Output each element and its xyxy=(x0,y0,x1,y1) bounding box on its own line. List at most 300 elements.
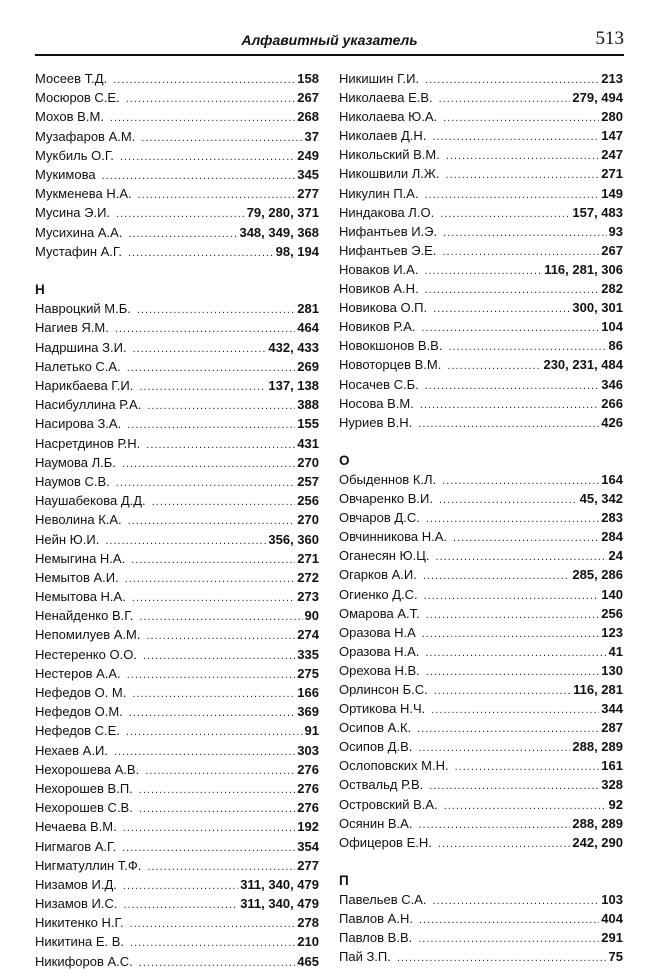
index-entry xyxy=(35,512,319,531)
index-entry xyxy=(339,166,623,185)
entry-name: Носова В.М. xyxy=(339,395,414,411)
entry-pages: 282 xyxy=(601,281,623,297)
index-entry xyxy=(339,644,623,663)
page-number: 513 xyxy=(595,28,624,49)
entry-name: Оразова Н.А xyxy=(339,624,416,640)
dot-leader xyxy=(115,323,295,335)
index-entry xyxy=(35,781,319,800)
dot-leader xyxy=(429,780,599,792)
index-entry xyxy=(339,510,623,529)
dot-leader xyxy=(129,707,296,719)
entry-name: Нестеров А.А. xyxy=(35,665,121,681)
entry-name: Носачев С.Б. xyxy=(339,376,419,392)
index-entry xyxy=(35,723,319,742)
entry-name: Ненайденко В.Г. xyxy=(35,608,134,624)
index-entry xyxy=(35,244,319,263)
entry-pages: 278 xyxy=(297,915,319,931)
entry-name: Нечаева В.М. xyxy=(35,819,117,835)
entry-pages: 98, 194 xyxy=(275,243,319,259)
index-entry xyxy=(35,378,319,397)
entry-name: Павельев С.А. xyxy=(339,892,427,908)
dot-leader xyxy=(139,611,302,623)
entry-pages: 271 xyxy=(601,166,623,182)
entry-name: Немытов А.И. xyxy=(35,569,119,585)
index-entry xyxy=(339,816,623,835)
index-entry xyxy=(339,625,623,644)
entry-name: Никошвили Л.Ж. xyxy=(339,166,440,182)
entry-pages: 303 xyxy=(297,742,319,758)
index-entry xyxy=(339,319,623,338)
dot-leader xyxy=(147,630,296,642)
index-entry xyxy=(35,225,319,244)
entry-pages: 93 xyxy=(608,223,623,239)
entry-pages: 267 xyxy=(601,242,623,258)
entry-name: Огарков А.И. xyxy=(339,567,417,583)
entry-pages: 346 xyxy=(601,376,623,392)
entry-pages: 276 xyxy=(297,800,319,816)
dot-leader xyxy=(433,303,570,315)
index-entry xyxy=(35,743,319,762)
entry-pages: 283 xyxy=(601,510,623,526)
entry-pages: 41 xyxy=(608,643,623,659)
dot-leader xyxy=(122,842,295,854)
entry-name: Непомилуев А.М. xyxy=(35,627,141,643)
index-entry xyxy=(339,281,623,300)
dot-leader xyxy=(139,784,296,796)
entry-name: Немыгина Н.А. xyxy=(35,550,126,566)
entry-name: Наумова Л.Б. xyxy=(35,454,116,470)
entry-name: Мукимова xyxy=(35,166,96,182)
dot-leader xyxy=(127,362,296,374)
entry-pages: 311, 340, 479 xyxy=(240,896,319,912)
dot-leader xyxy=(442,246,599,258)
entry-pages: 130 xyxy=(601,662,623,678)
entry-name: Орехова Н.В. xyxy=(339,662,420,678)
dot-leader xyxy=(436,551,607,563)
index-entry xyxy=(339,797,623,816)
entry-pages: 75 xyxy=(608,949,623,965)
dot-leader xyxy=(447,360,541,372)
entry-name: Нигмагов А.Г. xyxy=(35,838,117,854)
index-entry xyxy=(339,147,623,166)
index-entry xyxy=(339,777,623,796)
index-entry xyxy=(35,666,319,685)
dot-leader xyxy=(128,228,237,240)
dot-leader xyxy=(424,265,542,277)
entry-name: Нейн Ю.И. xyxy=(35,531,100,547)
dot-leader xyxy=(139,803,295,815)
dot-leader xyxy=(419,914,599,926)
entry-name: Мосеев Т.Д. xyxy=(35,71,108,86)
dot-leader xyxy=(422,628,600,640)
entry-pages: 267 xyxy=(297,90,319,106)
entry-pages: 354 xyxy=(297,838,319,854)
dot-leader xyxy=(131,554,295,566)
entry-pages: 213 xyxy=(601,71,623,86)
index-entry xyxy=(339,682,623,701)
index-entry xyxy=(35,532,319,551)
dot-leader xyxy=(438,838,571,850)
entry-name: Николаева Е.В. xyxy=(339,90,433,106)
entry-pages: 45, 342 xyxy=(579,491,623,507)
index-entry xyxy=(339,529,623,548)
entry-pages: 291 xyxy=(601,930,623,946)
dot-leader xyxy=(425,380,600,392)
index-entry xyxy=(339,357,623,376)
entry-pages: 161 xyxy=(601,758,623,774)
dot-leader xyxy=(128,515,296,527)
index-entry xyxy=(339,720,623,739)
index-entry xyxy=(339,71,623,90)
entry-pages: 269 xyxy=(297,358,319,374)
entry-pages: 369 xyxy=(297,704,319,720)
entry-name: Мукменева Н.А. xyxy=(35,186,132,202)
dot-leader xyxy=(125,573,296,585)
entry-name: Немытова Н.А. xyxy=(35,589,126,605)
entry-pages: 285, 286 xyxy=(572,567,623,583)
index-entry xyxy=(339,243,623,262)
entry-pages: 388 xyxy=(297,397,319,413)
entry-pages: 256 xyxy=(601,605,623,621)
entry-name: Неволина К.А. xyxy=(35,512,122,528)
index-entry xyxy=(35,589,319,608)
entry-name: Мусина Э.И. xyxy=(35,205,111,221)
entry-name: Огиенко Д.С. xyxy=(339,586,418,602)
entry-pages: 123 xyxy=(601,624,623,640)
entry-name: Овчаров Д.С. xyxy=(339,510,420,526)
entry-pages: 279, 494 xyxy=(572,90,623,106)
entry-pages: 432, 433 xyxy=(268,339,319,355)
index-entry xyxy=(339,338,623,357)
dot-leader xyxy=(418,933,599,945)
entry-name: Нестеренко О.О. xyxy=(35,646,137,662)
entry-pages: 271 xyxy=(297,550,319,566)
entry-pages: 300, 301 xyxy=(572,300,623,316)
entry-pages: 270 xyxy=(297,512,319,528)
entry-name: Осянин В.А. xyxy=(339,815,413,831)
entry-name: Никитенко Н.Г. xyxy=(35,915,124,931)
entry-pages: 116, 281, 306 xyxy=(544,261,623,277)
index-entry xyxy=(339,262,623,281)
dot-leader xyxy=(443,227,606,239)
index-entry xyxy=(35,167,319,186)
entry-pages: 276 xyxy=(297,780,319,796)
index-entry xyxy=(35,416,319,435)
dot-leader xyxy=(127,669,296,681)
dot-leader xyxy=(122,458,295,470)
dot-leader xyxy=(116,208,245,220)
dot-leader xyxy=(145,765,295,777)
blank-line xyxy=(35,263,319,282)
entry-pages: 140 xyxy=(601,586,623,602)
entry-pages: 90 xyxy=(304,608,319,624)
dot-leader xyxy=(126,93,296,105)
entry-pages: 328 xyxy=(601,777,623,793)
entry-name: Новиков Р.А. xyxy=(339,319,416,335)
entry-name: Надршина З.И. xyxy=(35,339,127,355)
entry-pages: 404 xyxy=(601,911,623,927)
dot-leader xyxy=(152,496,296,508)
entry-pages: 242, 290 xyxy=(572,834,623,850)
entry-pages: 192 xyxy=(297,819,319,835)
dot-leader xyxy=(425,647,606,659)
entry-name: Налетько С.А. xyxy=(35,358,121,374)
dot-leader xyxy=(426,513,599,525)
entry-name: Николаев Д.Н. xyxy=(339,128,427,144)
entry-name: Нифантьев И.Э. xyxy=(339,223,438,239)
index-entry xyxy=(35,877,319,896)
dot-leader xyxy=(114,746,295,758)
index-entry xyxy=(35,109,319,128)
dot-leader xyxy=(102,170,296,182)
entry-name: Мустафин А.Г. xyxy=(35,243,122,259)
entry-pages: 158 xyxy=(297,71,319,86)
index-entry xyxy=(35,570,319,589)
entry-name: Новикова О.П. xyxy=(339,300,428,316)
index-entry xyxy=(339,90,623,109)
entry-pages: 288, 289 xyxy=(572,739,623,755)
entry-pages: 287 xyxy=(601,720,623,736)
entry-pages: 147 xyxy=(601,128,623,144)
index-entry xyxy=(339,567,623,586)
dot-leader xyxy=(137,304,295,316)
dot-leader xyxy=(141,132,302,144)
letter-heading: О xyxy=(339,452,350,468)
entry-name: Осипов А.К. xyxy=(339,720,412,736)
dot-leader xyxy=(132,592,295,604)
entry-name: Нефедов О. М. xyxy=(35,685,127,700)
entry-pages: 344 xyxy=(601,701,623,717)
entry-name: Овчинникова Н.А. xyxy=(339,529,448,545)
entry-name: Наушабекова Д.Д. xyxy=(35,493,146,509)
entry-name: Павлов В.В. xyxy=(339,930,413,946)
index-entry xyxy=(35,934,319,953)
entry-name: Никишин Г.И. xyxy=(339,71,420,86)
entry-name: Музафаров А.М. xyxy=(35,128,136,144)
entry-pages: 164 xyxy=(601,471,623,487)
entry-pages: 268 xyxy=(297,109,319,125)
index-entry xyxy=(35,340,319,359)
index-entry xyxy=(35,627,319,646)
entry-pages: 356, 360 xyxy=(268,531,319,547)
index-entry xyxy=(35,205,319,224)
entry-name: Нарикбаева Г.И. xyxy=(35,378,134,393)
entry-name: Низамов И.С. xyxy=(35,896,118,912)
entry-name: Наумов С.В. xyxy=(35,473,110,489)
entry-name: Нехорошев В.П. xyxy=(35,780,133,796)
dot-leader xyxy=(443,112,599,124)
index-entry xyxy=(339,415,623,434)
blank-line xyxy=(339,854,623,873)
dot-leader xyxy=(446,169,600,181)
index-entry xyxy=(35,551,319,570)
index-entry xyxy=(339,949,623,968)
dot-leader xyxy=(147,861,295,873)
entry-name: Никольский В.М. xyxy=(339,147,440,163)
dot-leader xyxy=(105,535,266,547)
index-entry xyxy=(339,186,623,205)
index-entry xyxy=(339,663,623,682)
index-entry xyxy=(339,377,623,396)
index-entry xyxy=(339,911,623,930)
dot-leader xyxy=(139,381,266,393)
dot-leader xyxy=(126,726,303,738)
dot-leader xyxy=(123,880,238,892)
entry-name: Нуриев В.Н. xyxy=(339,414,413,430)
entry-pages: 24 xyxy=(608,548,623,564)
index-entry xyxy=(35,819,319,838)
dot-leader xyxy=(423,570,571,582)
entry-pages: 104 xyxy=(601,319,623,335)
dot-leader xyxy=(123,822,296,834)
entry-name: Никифоров А.С. xyxy=(35,953,133,969)
index-entry xyxy=(35,301,319,320)
dot-leader xyxy=(431,704,599,716)
dot-leader xyxy=(133,343,267,355)
dot-leader xyxy=(425,189,600,201)
index-entry xyxy=(35,647,319,666)
entry-name: Офицеров Е.Н. xyxy=(339,834,432,850)
running-title: Алфавитный указатель xyxy=(241,32,418,48)
index-column-right xyxy=(339,71,623,968)
entry-pages: 166 xyxy=(297,685,319,700)
entry-name: Нигматуллин Т.Ф. xyxy=(35,857,142,873)
dot-leader xyxy=(418,742,570,754)
index-entry xyxy=(35,71,319,90)
entry-name: Низамов И.Д. xyxy=(35,876,117,892)
dot-leader xyxy=(130,918,296,930)
entry-name: Омарова А.Т. xyxy=(339,605,420,621)
entry-name: Овчаренко В.И. xyxy=(339,491,433,507)
index-entry xyxy=(35,474,319,493)
index-entry xyxy=(35,148,319,167)
index-entry xyxy=(339,892,623,911)
entry-pages: 281 xyxy=(297,301,319,317)
index-entry xyxy=(35,493,319,512)
entry-name: Новиков А.Н. xyxy=(339,281,419,297)
letter-heading: Н xyxy=(35,282,45,298)
entry-name: Ортикова Н.Ч. xyxy=(339,701,426,717)
entry-pages: 91 xyxy=(304,723,319,739)
entry-name: Насибуллина Р.А. xyxy=(35,397,142,413)
entry-name: Оствальд Р.В. xyxy=(339,777,424,793)
dot-leader xyxy=(446,150,599,162)
entry-name: Нефедов О.М. xyxy=(35,704,123,720)
entry-pages: 345 xyxy=(297,166,319,182)
dot-leader xyxy=(444,800,607,812)
entry-name: Островский В.А. xyxy=(339,796,438,812)
entry-name: Насирова З.А. xyxy=(35,416,122,432)
dot-leader xyxy=(453,532,599,544)
entry-pages: 431 xyxy=(297,435,319,451)
dot-leader xyxy=(426,609,600,621)
entry-pages: 155 xyxy=(297,416,319,432)
index-entry xyxy=(339,606,623,625)
entry-name: Насретдинов Р.Н. xyxy=(35,435,141,451)
dot-leader xyxy=(127,419,295,431)
entry-name: Обыденнов К.Л. xyxy=(339,471,437,487)
entry-pages: 230, 231, 484 xyxy=(543,357,623,373)
entry-name: Никитина Е. В. xyxy=(35,934,125,950)
entry-name: Новоторцев В.М. xyxy=(339,357,442,373)
dot-leader xyxy=(130,937,295,949)
entry-pages: 270 xyxy=(297,454,319,470)
dot-leader xyxy=(110,112,295,124)
entry-pages: 276 xyxy=(297,761,319,777)
dot-leader xyxy=(433,895,600,907)
entry-pages: 464 xyxy=(297,320,319,336)
entry-pages: 149 xyxy=(601,185,623,201)
entry-pages: 210 xyxy=(297,934,319,950)
entry-name: Оразова Н.А. xyxy=(339,643,420,659)
entry-name: Оганесян Ю.Ц. xyxy=(339,548,430,564)
entry-pages: 280 xyxy=(601,109,623,125)
dot-leader xyxy=(113,74,295,86)
entry-name: Мукбиль О.Г. xyxy=(35,147,114,163)
entry-name: Ниндакова Л.О. xyxy=(339,204,435,220)
entry-name: Павлов А.Н. xyxy=(339,911,413,927)
dot-leader xyxy=(132,688,295,700)
dot-leader xyxy=(417,723,599,735)
dot-leader xyxy=(397,952,607,964)
entry-pages: 249 xyxy=(297,147,319,163)
entry-pages: 266 xyxy=(601,395,623,411)
entry-name: Нехорошева А.В. xyxy=(35,761,140,777)
entry-pages: 288, 289 xyxy=(572,815,623,831)
entry-pages: 335 xyxy=(297,646,319,662)
index-entry xyxy=(35,436,319,455)
dot-leader xyxy=(455,761,600,773)
index-entry xyxy=(35,954,319,973)
entry-name: Мохов В.М. xyxy=(35,109,104,125)
index-entry xyxy=(35,90,319,109)
entry-name: Орлинсон Б.С. xyxy=(339,682,428,697)
entry-name: Осипов Д.В. xyxy=(339,739,413,755)
entry-pages: 137, 138 xyxy=(268,378,319,393)
dot-leader xyxy=(420,399,599,411)
entry-name: Новокшонов В.В. xyxy=(339,338,443,354)
index-entry xyxy=(339,835,623,854)
dot-leader xyxy=(440,208,570,220)
index-entry xyxy=(35,186,319,205)
index-entry xyxy=(35,896,319,915)
dot-leader xyxy=(418,819,570,831)
index-entry xyxy=(339,396,623,415)
entry-pages: 86 xyxy=(608,338,623,354)
entry-pages: 277 xyxy=(297,857,319,873)
dot-leader xyxy=(123,899,238,911)
index-entry xyxy=(339,587,623,606)
dot-leader xyxy=(424,590,600,602)
entry-pages: 275 xyxy=(297,665,319,681)
letter-heading: П xyxy=(339,872,349,888)
entry-name: Нехорошев С.В. xyxy=(35,800,133,816)
dot-leader xyxy=(147,400,295,412)
entry-pages: 465 xyxy=(297,953,319,969)
dot-leader xyxy=(139,957,296,969)
entry-name: Никулин П.А. xyxy=(339,185,419,201)
entry-pages: 37 xyxy=(304,128,319,144)
entry-pages: 157, 483 xyxy=(572,204,623,220)
entry-pages: 116, 281 xyxy=(573,682,623,697)
dot-leader xyxy=(116,477,296,489)
dot-leader xyxy=(425,74,599,86)
dot-leader xyxy=(439,93,571,105)
index-entry xyxy=(339,758,623,777)
index-entry xyxy=(339,491,623,510)
index-entry xyxy=(339,930,623,949)
index-entry xyxy=(339,300,623,319)
